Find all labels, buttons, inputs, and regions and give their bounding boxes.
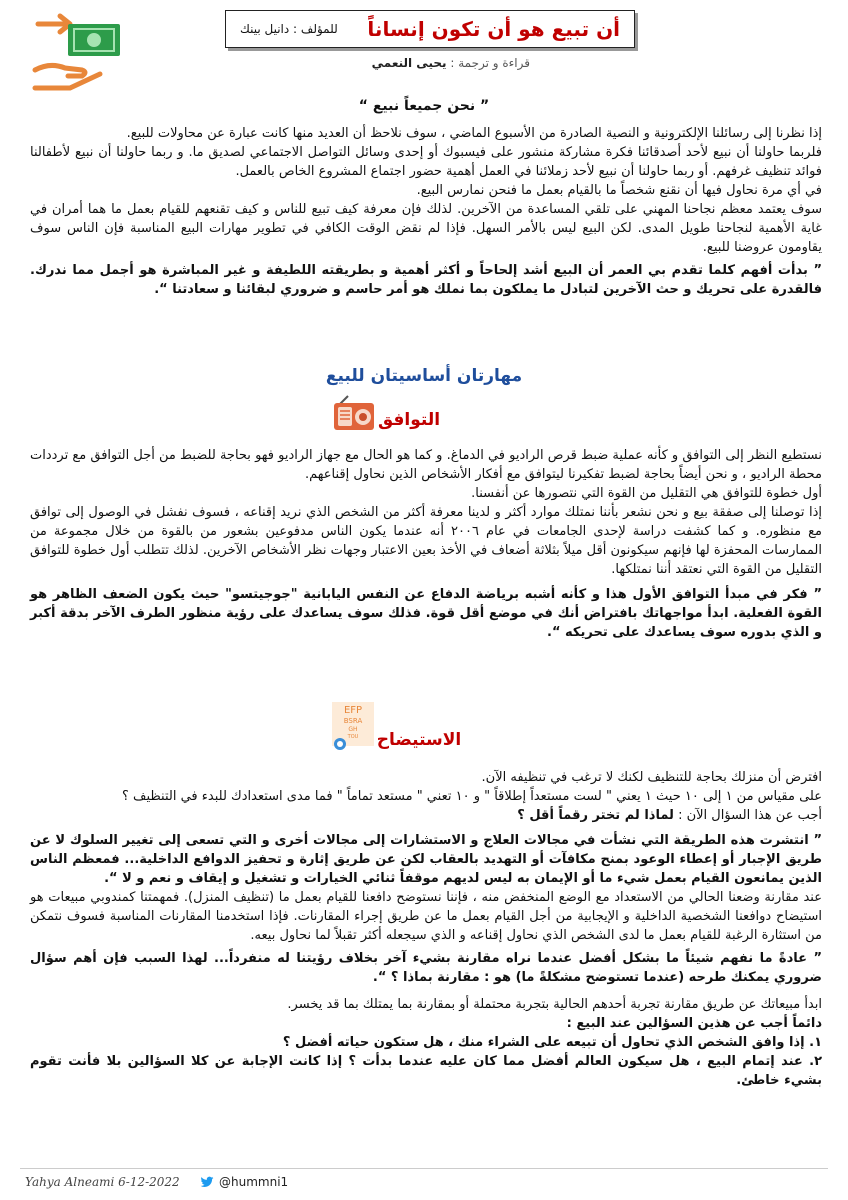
intro-paragraph-3: في أي مرة نحاول فيها أن نقنع شخصاً ما بالقيام بعمل ما فنحن نمارس البيع. bbox=[416, 183, 822, 198]
attunement-paragraph-3: إذا توصلنا إلى صفقة بيع و نحن نشعر بأننا نمتلك موارد أكثر و لدينا معرفة أكثر من الشخص الذي نريد إقناعه ، فسوف نفشل في الوصول إلى توافق مع منظوره. و كما كشفت دراسة لإحدى الجامعات في عام ٢٠٠٦ أنه عندما يكون الناس مدفوعين بشعور من بالقوة من خلال مجموعة من الممارسات المحفزة لها فإنهم سيكونون أقل ميلاً بثلاثة أضعاف في الأخذ بعين الاعتبار وجهات نظر الأشخاص الآخرين. لذلك تتطلب أول خطوة للتوافق التقليل من القوة التي نعتقد أننا نمتلكها. bbox=[30, 505, 822, 577]
intro-body bbox=[30, 124, 822, 299]
title-box bbox=[225, 10, 635, 48]
efp-text-3: GH bbox=[348, 726, 358, 733]
intro-paragraph-4: سوف يعتمد معظم نجاحنا المهني على تلقي المساعدة من الآخرين. لذلك فإن معرفة كيف تبيع للناس و كيف تقنعهم للقيام بعمل ما هما أمران في غاية الأهمية لنجاحنا طويل المدى. لكن البيع ليس بالأمر السهل. فإذا لم نقض الوقت الكافي في تطوير مهارات البيع المناسبة فإن الناس سوف يقاومون عروضنا للبيع. bbox=[30, 202, 822, 255]
twitter-handle[interactable] bbox=[200, 1175, 288, 1189]
attunement-quote: ” فكر في مبدأ التوافق الأول هذا و كأنه أشبه برياضة الدفاع عن النفس اليابانية "جوجيتسو" حيث يكون الضعف الظاهر هو القوة الفعلية. ابدأ مواجهاتك بافتراض أنك في موضع أقل قوة. فذلك سوف يساعدك على رؤية منظور الطرف الآخر بدقة أكبر و الذي بدوره سوف يساعدك على تحريكه “. bbox=[30, 587, 822, 640]
intro-paragraph-1: إذا نظرنا إلى رسائلنا الإلكترونية و النصية الصادرة من الأسبوع الماضي ، سوف نلاحظ أن العديد منها كانت عبارة عن محاولات للبيع. bbox=[126, 126, 822, 141]
twitter-icon bbox=[200, 1175, 214, 1189]
intro-quote: ” بدأت أفهم كلما تقدم بي العمر أن البيع أشد إلحاحاً و أكثر أهمية و بطريقته اللطيفة و غير المباشرة هو أجمل مما ندرك. فالقدرة على تحريك و حث الآخرين لتبادل ما يملكون بما نملك هو أمر حاسم و ضروري لبقائنا و سعادتنا “. bbox=[30, 263, 822, 297]
skills-heading: مهارتان أساسيتان للبيع bbox=[325, 366, 523, 386]
translator-label: قراءة و ترجمة : bbox=[450, 56, 530, 70]
clarity-title: الاستيضاح bbox=[376, 730, 462, 750]
closing-question-1: ١. إذا وافق الشخص الذي تحاول أن تبيعه على الشراء منك ، هل ستكون حياته أفضل ؟ bbox=[282, 1035, 822, 1050]
footer bbox=[20, 1168, 828, 1193]
clarity-paragraph-1: افترض أن منزلك بحاجة للتنظيف لكنك لا ترغب في تنظيفه الآن. bbox=[481, 770, 822, 785]
clarity-quote-2: ” عادةً ما نفهم شيئاً ما بشكل أفضل عندما نراه مقارنة بشيء آخر بخلاف رؤيتنا له منفرداً... لهذا السبب فإن أهم سؤال ضروري يمكنك طرحه (عندما تستوضح مشكلةً ما) هو : مقارنة بماذا ؟ “. bbox=[30, 951, 822, 985]
translator-name: يحيى النعمي bbox=[371, 56, 447, 70]
radio-icon bbox=[332, 394, 376, 432]
money-hand-icon bbox=[30, 10, 125, 95]
efp-text-1: EFP bbox=[343, 705, 363, 716]
attunement-paragraph-1: نستطيع النظر إلى التوافق و كأنه عملية ضبط قرص الراديو في الدماغ. و كما هو الحال مع جهاز الراديو فهو بحاجة للضبط من أجل التوافق مع ترددات محطة الراديو ، و نحن أيضاً بحاجة لضبط تفكيرنا ليتوافق مع أفكار الأشخاص الذين نحاول إقناعهم. bbox=[30, 448, 822, 482]
clarity-paragraph-6: دائماً أجب عن هذين السؤالين عند البيع : bbox=[566, 1016, 822, 1031]
efp-text-2: BSRA bbox=[343, 717, 363, 725]
closing-question-2: ٢. عند إتمام البيع ، هل سيكون العالم أفضل مما كان عليه عندما بدأت ؟ إذا كانت الإجابة عن كلا السؤالين بلا فأنت تقوم بشيء خاطئ. bbox=[30, 1054, 822, 1088]
efp-logo-icon bbox=[330, 702, 376, 752]
clarity-paragraph-5: ابدأ مبيعاتك عن طريق مقارنة تجربة أحدهم الحالية بتجربة محتملة أو بمقارنة بما يمتلك بما قد يخسر. bbox=[287, 997, 822, 1012]
clarity-body bbox=[30, 768, 822, 1090]
clarity-quote-1: ” انتشرت هذه الطريقة التي نشأت في مجالات العلاج و الاستشارات إلى مجالات أخرى و التي تسعى إلى تغيير السلوك لا عن طريق الإجبار أو إعطاء الوعود بمنح مكافآت أو التهديد بالعقاب لكن عن طريق إثارة و تحفيز الدوافع الداخلية... فمعظم الناس الذين يمانعون القيام بعمل شيء ما أو الإيمان به ليس لديهم موقفاً ثنائي الخيارات و تشغيل و إيقاف و نعم و لا “. bbox=[30, 833, 822, 886]
attunement-body bbox=[30, 446, 822, 642]
translator-line bbox=[340, 56, 530, 70]
efp-text-4: TOU bbox=[347, 734, 359, 740]
book-title: أن تبيع هو أن تكون إنساناً bbox=[367, 17, 620, 41]
signature: Yahya Alneami 6-12-2022 bbox=[25, 1175, 180, 1189]
clarity-question: لماذا لم تختر رقماً أقل ؟ bbox=[517, 808, 674, 823]
clarity-paragraph-2: على مقياس من ١ إلى ١٠ حيث ١ يعني " لست مستعداً إطلاقاً " و ١٠ تعني " مستعد تماماً " فما مدى استعدادك للبدء في التنظيف ؟ bbox=[121, 789, 822, 804]
attunement-paragraph-2: أول خطوة للتوافق هي التقليل من القوة التي نتصورها عن أنفسنا. bbox=[471, 486, 822, 501]
clarity-paragraph-4: عند مقارنة وضعنا الحالي من الاستعداد مع الوضع المنخفض منه ، فإننا نستوضح دافعنا للقيام بعمل ما (تنظيف المنزل). فمهمتنا كمندوبي مبيعات هو استيضاح دوافعنا الشخصية الداخلية و الإيجابية من أجل القيام بعمل ما عن طريق إجراء المقارنات. فإذا استخدمنا المقارنات المناسبة فسوف نتمكن من استثارة الرغبة للقيام بعمل ما لدى الشخص الذي نحاول إقناعه و الذي سيجعله أكثر تقبلاً لما نحاول بيعه. bbox=[30, 890, 822, 943]
attunement-title: التوافق bbox=[377, 410, 441, 430]
twitter-handle-text: @hummni1 bbox=[219, 1175, 289, 1189]
clarity-question-lead: أجب عن هذا السؤال الآن : bbox=[678, 808, 822, 823]
clarity-paragraph-3 bbox=[30, 806, 822, 825]
intro-paragraph-2: فلربما حاولنا أن نبيع لأحد أصدقائنا فكرة مشاركة منشور على فيسبوك أو إحدى وسائل التواصل الاجتماعي لصديق ما. و ربما حاولنا أن نبيع لأطفالنا فوائد تنظيف غرفهم. أو ربما حاولنا أن نبيع لأحد زملائنا في العمل أهمية حضور اجتماع المشروع الخاص بالعمل. bbox=[30, 145, 822, 179]
author-label: للمؤلف : دانيل بينك bbox=[240, 22, 338, 36]
section-heading: ” نحن جميعاً نبيع “ bbox=[358, 98, 490, 114]
